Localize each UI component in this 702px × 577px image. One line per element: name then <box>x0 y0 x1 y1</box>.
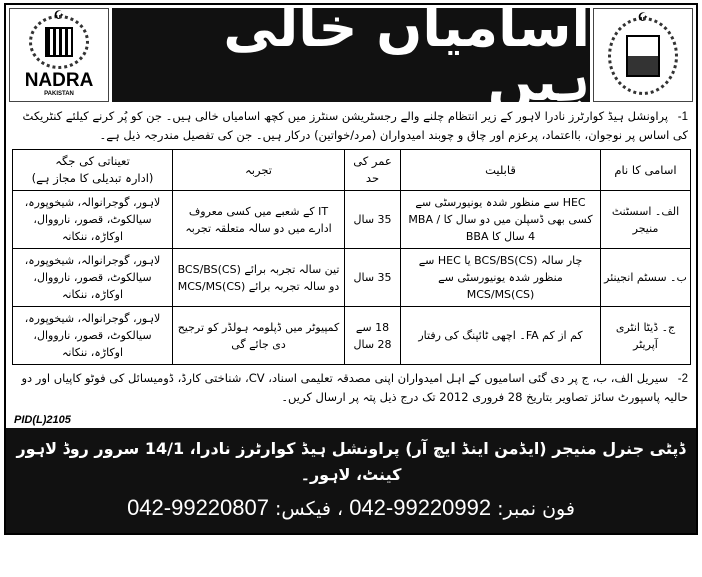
table-row <box>13 307 691 365</box>
nadra-logo <box>9 8 109 102</box>
government-emblem <box>593 8 693 102</box>
paragraph-2 <box>14 369 688 406</box>
cell-experience: تین سالہ تجربہ برائے BCS/BS(CS) دو سالہ تجربہ برائے MCS/MS(CS) <box>173 249 345 307</box>
header-age: عمر کی حد <box>345 150 401 191</box>
cell-experience: کمپیوٹر میں ڈپلومہ ہولڈر کو ترجیح دی جائے گی <box>173 307 345 365</box>
header-placement <box>13 150 173 191</box>
cell-post: ب۔ سسٹم انجینئر <box>601 249 691 307</box>
cell-age: 35 سال <box>345 249 401 307</box>
cell-qualification: چار سالہ BCS/BS(CS) یا HEC سے منظور شدہ یونیورسٹی سے MCS/MS(CS) <box>401 249 601 307</box>
paragraph-1 <box>14 107 688 144</box>
cell-placement: لاہور، گوجرانوالہ، شیخوپورہ، سیالکوٹ، قصور، نارووال، اوکاڑہ، ننکانہ <box>13 249 173 307</box>
cell-qualification: HEC سے منظور شدہ یونیورسٹی سے کسی بھی ڈسپلن میں دو سال کا MBA / 4 سال کا BBA <box>401 191 601 249</box>
fax-number: 042-99220807 <box>127 495 269 520</box>
fax-label: ، فیکس: <box>275 498 344 520</box>
cell-age: 35 سال <box>345 191 401 249</box>
paragraph-number: 1- <box>677 111 688 123</box>
header-placement-label: تعیناتی کی جگہ <box>55 154 130 168</box>
nadra-logo-text: NADRA <box>24 70 94 91</box>
cell-post: ج۔ ڈیٹا انٹری آپریٹر <box>601 307 691 365</box>
vacancies-table <box>12 149 691 365</box>
header <box>6 0 696 113</box>
table-header-row <box>13 150 691 191</box>
nadra-logo-subtext: PAKISTAN <box>44 91 74 97</box>
nadra-crest-icon: ☪ <box>29 15 89 69</box>
paragraph-number: 2- <box>677 373 688 385</box>
pid-code: PID(L)2105 <box>14 414 71 426</box>
cell-placement: لاہور، گوجرانوالہ، شیخوپورہ، سیالکوٹ، قصور، نارووال، اوکاڑہ، ننکانہ <box>13 307 173 365</box>
page-title: اسامیاں خالی ہیں <box>112 8 590 102</box>
header-post: اسامی کا نام <box>601 150 691 191</box>
header-placement-note: (ادارہ تبدیلی کا مجاز ہے) <box>31 171 154 185</box>
cell-experience: IT کے شعبے میں کسی معروف ادارے میں دو سالہ متعلقہ تجربہ <box>173 191 345 249</box>
contact-address: ڈپٹی جنرل منیجر (ایڈمن اینڈ ایچ آر) پراونشل ہیڈ کوارٹرز نادرا، 14/1 سرور روڈ لاہور کینٹ، لاہور۔ <box>16 439 686 484</box>
table-row <box>13 191 691 249</box>
cell-age: 18 سے 28 سال <box>345 307 401 365</box>
contact-phones <box>6 494 696 523</box>
header-experience: تجربہ <box>173 150 345 191</box>
contact-banner <box>6 428 696 533</box>
header-qualification: قابلیت <box>401 150 601 191</box>
ad-frame <box>4 0 698 535</box>
paragraph-text: پراونشل ہیڈ کوارٹرز نادرا لاہور کے زیر انتظام چلنے والے رجسٹریشن سنٹرز میں کچھ اسامیاں خالی ہیں۔ جن کو پُر کرنے کیلئے کنٹریکٹ کی اساس پر نوجوان، بااعتماد، پرعزم اور چاق و چوبند امیدواران (مرد/خواتین) درکار ہیں۔ جن کی تفصیل مندرجہ ذیل ہے۔ <box>22 109 688 142</box>
cell-qualification: کم از کم FA۔ اچھی ٹائپنگ کی رفتار <box>401 307 601 365</box>
cell-placement: لاہور، گوجرانوالہ، شیخوپورہ، سیالکوٹ، قصور، نارووال، اوکاڑہ، ننکانہ <box>13 191 173 249</box>
pid-row <box>14 408 688 424</box>
cell-post: الف۔ اسسٹنٹ منیجر <box>601 191 691 249</box>
table-row <box>13 249 691 307</box>
phone-label: فون نمبر: <box>497 498 575 520</box>
phone-number: 042-99220992 <box>349 495 492 520</box>
paragraph-text: سیریل الف، ب، ج پر دی گئی اسامیوں کے اہل امیدواران اپنی مصدقہ تعلیمی اسناد، CV، شناختی کارڈ، ڈومیسائل کی فوٹو کاپیاں اور دو حالیہ پاسپورٹ سائز تصاویر بتاریخ 28 فروری 2012 تک درج ذیل پتہ پر ارسال کریں۔ <box>21 371 688 404</box>
state-emblem-icon: ☪ <box>608 17 678 95</box>
